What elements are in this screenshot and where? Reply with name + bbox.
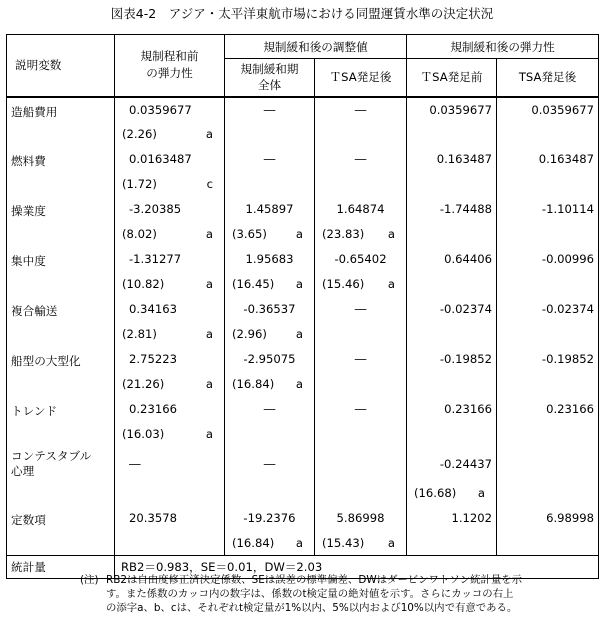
t-stat-cell xyxy=(315,322,407,347)
coefficient-cell: 0.23166 xyxy=(497,397,599,422)
t-stat-cell xyxy=(115,222,225,247)
t-stat-cell xyxy=(315,531,407,556)
coefficient-cell: 5.86998 xyxy=(315,506,407,531)
row-variable-label: 集中度 xyxy=(7,247,115,297)
coefficient-cell: -3.20385 xyxy=(115,197,225,222)
t-stat-cell xyxy=(115,122,225,147)
coefficient-cell: 0.0359677 xyxy=(497,97,599,122)
footnote-line: RB2は自由度修正済決定係数、SEは誤差の標準偏差、DWはダービンワトソン統計量を示 xyxy=(106,574,523,586)
table-row xyxy=(7,347,599,372)
t-stat-cell xyxy=(115,422,225,447)
t-stat-cell xyxy=(315,372,407,397)
footnote-line: の添字a、b、cは、それぞれt検定量が1%以内、5%以内および10%以内で有意である。 xyxy=(106,602,518,614)
significance-mark: c xyxy=(206,177,213,191)
coefficient-cell: ― xyxy=(225,447,315,481)
coefficient-cell: -0.36537 xyxy=(225,297,315,322)
coefficient-cell: ― xyxy=(315,97,407,122)
coefficient-cell: -0.65402 xyxy=(315,247,407,272)
significance-mark: a xyxy=(205,377,213,391)
t-stat-cell xyxy=(407,172,497,197)
coefficient-cell: 0.23166 xyxy=(407,397,497,422)
t-stat-cell xyxy=(497,531,599,556)
t-stat-value: (8.02) xyxy=(122,227,157,241)
table-title: 図表4-2 アジア・太平洋東航市場における同盟運賃水準の決定状況 xyxy=(110,6,494,21)
t-stat-cell xyxy=(115,272,225,297)
coefficient-cell: 1.64874 xyxy=(315,197,407,222)
t-stat-value: (2.81) xyxy=(122,327,157,341)
coefficient-cell: ― xyxy=(225,147,315,172)
t-stat-cell xyxy=(225,322,315,347)
t-stat-cell xyxy=(497,372,599,397)
coefficient-cell: 0.34163 xyxy=(115,297,225,322)
coefficient-cell: ― xyxy=(225,397,315,422)
header-el-pre-tsa: ＴSA発足前 xyxy=(407,59,497,97)
coefficient-cell: -0.24437 xyxy=(407,447,497,481)
t-stat-cell xyxy=(407,372,497,397)
coefficient-cell: -0.19852 xyxy=(497,347,599,372)
t-stat-cell xyxy=(407,222,497,247)
significance-mark: a xyxy=(477,486,486,500)
row-variable-label: 造船費用 xyxy=(7,97,115,147)
t-stat-cell xyxy=(115,531,225,556)
footnote-line: す。また係数のカッコ内の数字は、係数のt検定量の絶対値を示す。さらにカッコの右上 xyxy=(106,588,514,600)
t-stat-cell xyxy=(315,122,407,147)
t-stat-cell xyxy=(315,422,407,447)
coefficient-cell: 0.0359677 xyxy=(407,97,497,122)
t-stat-cell xyxy=(315,481,407,506)
t-stat-value: (16.03) xyxy=(122,427,165,441)
header-el-post-tsa: TSA発足後 xyxy=(497,59,599,97)
t-stat-cell xyxy=(407,422,497,447)
stats-label: 統計量 xyxy=(7,556,115,579)
t-stat-cell xyxy=(115,372,225,397)
significance-mark: a xyxy=(295,277,303,291)
t-stat-cell xyxy=(225,272,315,297)
coefficient-cell: ― xyxy=(115,447,225,481)
t-stat-cell xyxy=(497,272,599,297)
header-pre-elasticity: 規制程和前 の弾力性 xyxy=(115,35,225,97)
t-stat-cell xyxy=(407,531,497,556)
row-variable-label: トレンド xyxy=(7,397,115,447)
t-stat-value: (21.26) xyxy=(122,377,165,391)
t-stat-value: (16.68) xyxy=(414,486,457,500)
significance-mark: a xyxy=(205,127,213,141)
t-stat-cell xyxy=(225,172,315,197)
coefficient-cell: 0.0359677 xyxy=(115,97,225,122)
coefficient-cell: -1.10114 xyxy=(497,197,599,222)
t-stat-cell xyxy=(225,422,315,447)
coefficient-cell: 6.98998 xyxy=(497,506,599,531)
coefficient-cell: -0.19852 xyxy=(407,347,497,372)
t-stat-value: (1.72) xyxy=(122,177,157,191)
header-group-adjusted: 規制緩和後の調整値 xyxy=(225,35,407,59)
coefficient-cell: 0.163487 xyxy=(497,147,599,172)
t-stat-value: (16.84) xyxy=(232,535,275,550)
t-stat-cell xyxy=(315,272,407,297)
t-stat-cell xyxy=(407,272,497,297)
header-adj-full: 規制緩和期 全体 xyxy=(225,59,315,97)
t-stat-value: (15.43) xyxy=(322,535,365,550)
coefficient-cell: 0.163487 xyxy=(407,147,497,172)
t-stat-cell xyxy=(225,531,315,556)
coefficient-cell: 1.45897 xyxy=(225,197,315,222)
t-stat-cell xyxy=(497,172,599,197)
footnote xyxy=(80,573,600,615)
t-stat-cell xyxy=(225,481,315,506)
row-variable-label: コンテスタブル 心理 xyxy=(7,447,115,506)
coefficient-cell: -1.31277 xyxy=(115,247,225,272)
table-row xyxy=(7,506,599,531)
coefficient-cell: ― xyxy=(315,297,407,322)
coefficient-cell: 1.1202 xyxy=(407,506,497,531)
t-stat-cell xyxy=(497,222,599,247)
coefficient-cell: 0.0163487 xyxy=(115,147,225,172)
stats-value: RB2＝0.983，SE＝0.01，DW＝2.03 xyxy=(115,556,599,579)
t-stat-cell xyxy=(115,322,225,347)
t-stat-cell xyxy=(115,481,225,506)
coefficient-cell: -2.95075 xyxy=(225,347,315,372)
table-row xyxy=(7,147,599,172)
t-stat-value: (16.84) xyxy=(232,377,275,391)
table-row xyxy=(7,247,599,272)
coefficient-cell: 0.23166 xyxy=(115,397,225,422)
significance-mark: a xyxy=(205,227,213,241)
coefficient-cell: ― xyxy=(315,147,407,172)
t-stat-cell xyxy=(407,322,497,347)
t-stat-value: (16.45) xyxy=(232,277,275,291)
t-stat-cell xyxy=(407,481,497,506)
t-stat-cell xyxy=(315,222,407,247)
table-row xyxy=(7,197,599,222)
row-variable-label: 複合輸送 xyxy=(7,297,115,347)
t-stat-value: (2.96) xyxy=(232,327,267,341)
regression-table xyxy=(6,34,599,579)
coefficient-cell: -0.00996 xyxy=(497,247,599,272)
t-stat-cell xyxy=(497,481,599,506)
t-stat-value: (23.83) xyxy=(322,227,365,241)
t-stat-cell xyxy=(115,172,225,197)
coefficient-cell: ― xyxy=(315,397,407,422)
coefficient-cell: 2.75223 xyxy=(115,347,225,372)
t-stat-cell xyxy=(497,122,599,147)
t-stat-value: (3.65) xyxy=(232,227,267,241)
coefficient-cell: -19.2376 xyxy=(225,506,315,531)
header-group-elasticity: 規制緩和後の弾力性 xyxy=(407,35,599,59)
coefficient-cell: ― xyxy=(225,97,315,122)
t-stat-cell xyxy=(225,372,315,397)
t-stat-cell xyxy=(225,122,315,147)
t-stat-value: (2.26) xyxy=(122,127,157,141)
coefficient-cell: -0.02374 xyxy=(497,297,599,322)
significance-mark: a xyxy=(295,327,303,341)
coefficient-cell: -1.74488 xyxy=(407,197,497,222)
t-stat-value: (15.46) xyxy=(322,277,365,291)
row-variable-label: 操業度 xyxy=(7,197,115,247)
t-stat-cell xyxy=(497,422,599,447)
table-row xyxy=(7,447,599,481)
significance-mark: a xyxy=(387,227,396,241)
table-row xyxy=(7,297,599,322)
coefficient-cell xyxy=(497,447,599,481)
coefficient-cell: -0.02374 xyxy=(407,297,497,322)
significance-mark: a xyxy=(387,277,396,291)
footnote-label: (注) xyxy=(80,574,99,586)
coefficient-cell: 1.95683 xyxy=(225,247,315,272)
t-stat-cell xyxy=(407,122,497,147)
significance-mark: a xyxy=(205,427,213,441)
significance-mark: a xyxy=(205,327,213,341)
coefficient-cell: 0.64406 xyxy=(407,247,497,272)
t-stat-cell xyxy=(225,222,315,247)
significance-mark: a xyxy=(205,277,213,291)
table-row xyxy=(7,397,599,422)
header-explanatory-variable: 説明変数 xyxy=(7,35,115,97)
t-stat-cell xyxy=(497,322,599,347)
significance-mark: a xyxy=(387,535,396,550)
row-variable-label: 定数項 xyxy=(7,506,115,556)
t-stat-cell xyxy=(315,172,407,197)
significance-mark: a xyxy=(295,535,303,550)
coefficient-cell: 20.3578 xyxy=(115,506,225,531)
row-variable-label: 燃料費 xyxy=(7,147,115,197)
coefficient-cell: ― xyxy=(315,347,407,372)
row-variable-label: 船型の大型化 xyxy=(7,347,115,397)
significance-mark: a xyxy=(295,227,303,241)
coefficient-cell xyxy=(315,447,407,481)
table-row xyxy=(7,97,599,122)
t-stat-value: (10.82) xyxy=(122,277,165,291)
significance-mark: a xyxy=(295,377,303,391)
header-adj-tsa: ＴSA発足後 xyxy=(315,59,407,97)
